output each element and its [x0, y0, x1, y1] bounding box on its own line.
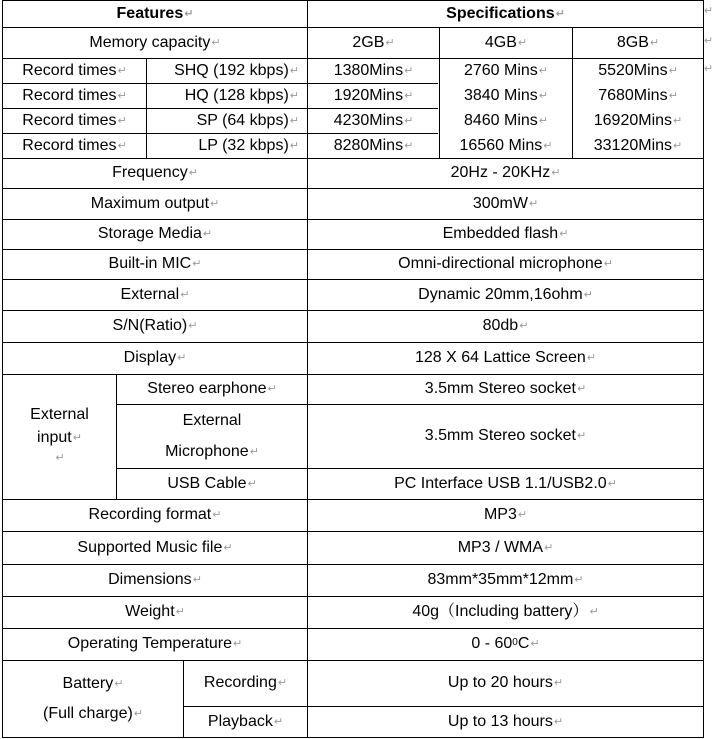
spec-label: Dimensions ↵ [3, 565, 307, 596]
row-end-mark: ↵ [704, 63, 713, 75]
spec-value: 40g（Including battery） ↵ [308, 597, 703, 628]
temperature-range: 0 - 60 [471, 635, 513, 653]
spec-value: 300mW ↵ [308, 189, 703, 219]
record-mode: LP (32 kbps) ↵ [147, 134, 307, 158]
record-times-label: Record times ↵ [3, 109, 146, 133]
spec-label: Display ↵ [3, 343, 307, 374]
record-times-label: Record times ↵ [3, 134, 146, 158]
sub-feature-line1: External [182, 412, 242, 430]
sub-feature-label: Playback ↵ [184, 707, 307, 737]
record-time-value: 1380Mins ↵ [308, 59, 439, 83]
battery-label [3, 661, 183, 737]
record-time-value: 16560 Mins ↵ [440, 134, 572, 158]
spec-value: 3.5mm Stereo socket ↵ [308, 405, 703, 468]
spec-label: Built-in MIC ↵ [3, 250, 307, 279]
spec-value: 83mm*35mm*12mm ↵ [308, 565, 703, 596]
sub-feature-label [117, 405, 307, 468]
row-divider [2, 737, 704, 738]
spec-value: Embedded flash ↵ [308, 220, 703, 249]
spec-label: Supported Music file ↵ [3, 532, 307, 564]
record-times-label: Record times ↵ [3, 59, 146, 83]
record-mode: HQ (128 kbps) ↵ [147, 84, 307, 108]
spec-value: Omni-directional microphone ↵ [308, 250, 703, 279]
sub-feature-label: Stereo earphone ↵ [117, 375, 307, 404]
record-time-value: 7680Mins ↵ [573, 84, 703, 108]
row-end-mark: ↵ [704, 5, 713, 17]
record-mode: SHQ (192 kbps) ↵ [147, 59, 307, 83]
record-time-value: 3840 Mins ↵ [440, 84, 572, 108]
record-time-value: 1920Mins ↵ [308, 84, 439, 108]
memory-size-2gb: 2GB ↵ [308, 28, 439, 58]
spec-value: Up to 13 hours ↵ [308, 707, 703, 737]
record-time-value: 2760 Mins ↵ [440, 59, 572, 83]
record-time-value: 5520Mins ↵ [573, 59, 703, 83]
battery-label-line1: Battery ↵ [63, 675, 124, 693]
paragraph-mark [54, 449, 64, 467]
memory-capacity-label: Memory capacity ↵ [3, 28, 307, 58]
memory-size-8gb: 8GB ↵ [573, 28, 703, 58]
spec-label: Maximum output ↵ [3, 189, 307, 219]
spec-value: 20Hz - 20KHz ↵ [308, 159, 703, 188]
spec-label: Recording format ↵ [3, 500, 307, 531]
temperature-value [308, 629, 703, 660]
spec-value: MP3 / WMA ↵ [308, 532, 703, 564]
spec-value: Up to 20 hours ↵ [308, 661, 703, 706]
spec-label: Frequency ↵ [3, 159, 307, 188]
spec-value: 128 X 64 Lattice Screen ↵ [308, 343, 703, 374]
record-time-value: 16920Mins ↵ [573, 109, 703, 133]
spec-label: Storage Media ↵ [3, 220, 307, 249]
spec-value: 80db ↵ [308, 311, 703, 342]
external-input-label-line2: input ↵ [37, 429, 82, 447]
spec-value: 3.5mm Stereo socket ↵ [308, 375, 703, 404]
record-times-label: Record times ↵ [3, 84, 146, 108]
degree-superscript: 0 [512, 636, 518, 648]
spec-value: MP3 ↵ [308, 500, 703, 531]
record-time-value: 33120Mins ↵ [573, 134, 703, 158]
sub-feature-line2: Microphone ↵ [165, 443, 259, 461]
spec-value: Dynamic 20mm,16ohm ↵ [308, 280, 703, 310]
memory-size-4gb: 4GB ↵ [440, 28, 572, 58]
record-time-value: 4230Mins ↵ [308, 109, 439, 133]
battery-label-line2: (Full charge) ↵ [43, 705, 143, 723]
external-input-label [3, 375, 116, 499]
row-end-mark: ↵ [704, 35, 713, 47]
spec-value: PC Interface USB 1.1/USB2.0 ↵ [308, 469, 703, 499]
record-time-value: 8280Mins ↵ [308, 134, 439, 158]
column-divider [703, 0, 704, 738]
sub-feature-label: USB Cable ↵ [117, 469, 307, 499]
record-mode: SP (64 kbps) ↵ [147, 109, 307, 133]
sub-feature-label: Recording ↵ [184, 661, 307, 706]
external-input-label-line1: External [30, 406, 89, 424]
features-header: Features ↵ [3, 1, 307, 27]
record-time-value: 8460 Mins ↵ [440, 109, 572, 133]
spec-label: Operating Temperature ↵ [3, 629, 307, 660]
spec-label: Weight ↵ [3, 597, 307, 628]
specifications-header: Specifications ↵ [308, 1, 703, 27]
spec-label: External ↵ [3, 280, 307, 310]
temperature-unit: C ↵ [518, 635, 540, 653]
spec-label: S/N(Ratio) ↵ [3, 311, 307, 342]
